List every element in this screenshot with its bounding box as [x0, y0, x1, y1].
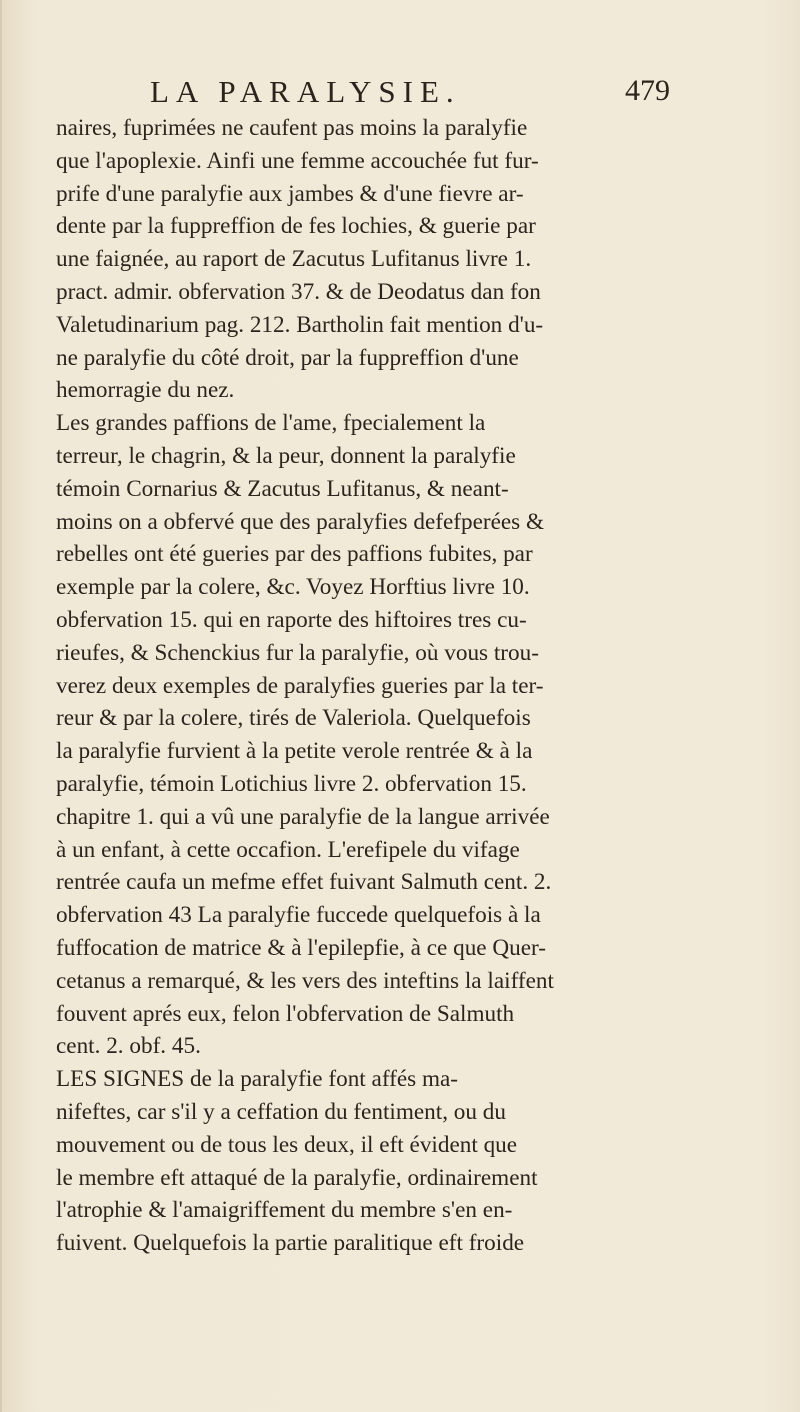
text-line: une faignée, au raport de Zacutus Lufitanus livre 1. [56, 246, 532, 273]
text-line: ne paralyfie du côté droit, par la fuppreffion d'une [56, 344, 519, 371]
text-line: naires, fuprimées ne caufent pas moins la paralyfie [56, 115, 528, 141]
text-line: verez deux exemples de paralyfies gueries par la ter- [56, 672, 544, 699]
text-line: mouvement ou de tous les deux, il eft évident que [56, 1131, 518, 1158]
text-line: terreur, le chagrin, & la peur, donnent la paralyfie [56, 442, 516, 469]
text-line: rentrée caufa un mefme effet fuivant Salmuth cent. 2. [56, 869, 552, 896]
text-line: la paralyfie furvient à la petite verole rentrée & à la [56, 738, 533, 765]
text-line: prife d'une paralyfie aux jambes & d'une fievre ar- [56, 180, 524, 207]
text-line: que l'apoplexie. Ainfi une femme accouchée fut fur- [56, 147, 539, 174]
text-line: reur & par la colere, tirés de Valeriola. Quelquefois [56, 705, 531, 732]
text-line: rebelles ont été gueries par des paffions fubites, par [56, 541, 533, 568]
text-line: fuffocation de matrice & à l'epilepfie, à ce que Quer- [56, 934, 546, 961]
text-line: obfervation 15. qui en raporte des hiftoires tres cu- [56, 606, 527, 633]
text-line: moins on a obfervé que des paralyfies defefperées & [56, 508, 545, 535]
body-text [56, 112, 756, 1260]
text-line: chapitre 1. qui a vû une paralyfie de la langue arrivée [56, 803, 550, 830]
text-line: paralyfie, témoin Lotichius livre 2. obfervation 15. [56, 770, 527, 797]
page-header [150, 74, 670, 114]
text-line: dente par la fuppreffion de fes lochies, & guerie par [56, 213, 536, 240]
text-line: fouvent aprés eux, felon l'obfervation de Salmuth [56, 1000, 515, 1027]
text-line: fuivent. Quelquefois la partie paralitique eft froide [56, 1230, 525, 1257]
text-line: le membre eft attaqué de la paralyfie, ordinairement [56, 1164, 538, 1191]
text-line: obfervation 43 La paralyfie fuccede quelquefois à la [56, 902, 541, 929]
text-line: hemorragie du nez. [56, 377, 235, 404]
text-line: LES SIGNES de la paralyfie font affés ma- [56, 1066, 459, 1093]
text-line: Valetudinarium pag. 212. Bartholin fait mention d'u- [56, 311, 544, 338]
page-number: 479 [625, 74, 670, 107]
text-line: exemple par la colere, &c. Voyez Horftius livre 10. [56, 574, 530, 601]
text-line: l'atrophie & l'amaigriffement du membre s'en en- [56, 1197, 513, 1224]
text-line: rieufes, & Schenckius fur la paralyfie, où vous trou- [56, 639, 539, 666]
text-line: à un enfant, à cette occafion. L'erefipele du vifage [56, 836, 520, 863]
text-line: cetanus a remarqué, & les vers des inteftins la laiffent [56, 967, 554, 994]
running-head: LA PARALYSIE. [150, 74, 461, 109]
text-line: nifeftes, car s'il y a ceffation du fentiment, ou du [56, 1098, 506, 1125]
text-line: pract. admir. obfervation 37. & de Deodatus dan fon [56, 278, 541, 305]
text-line: témoin Cornarius & Zacutus Lufitanus, & neant- [56, 475, 509, 502]
page-edge [0, 0, 2, 1412]
text-line: Les grandes paffions de l'ame, fpecialement la [56, 410, 486, 437]
text-line: cent. 2. obf. 45. [56, 1033, 201, 1060]
